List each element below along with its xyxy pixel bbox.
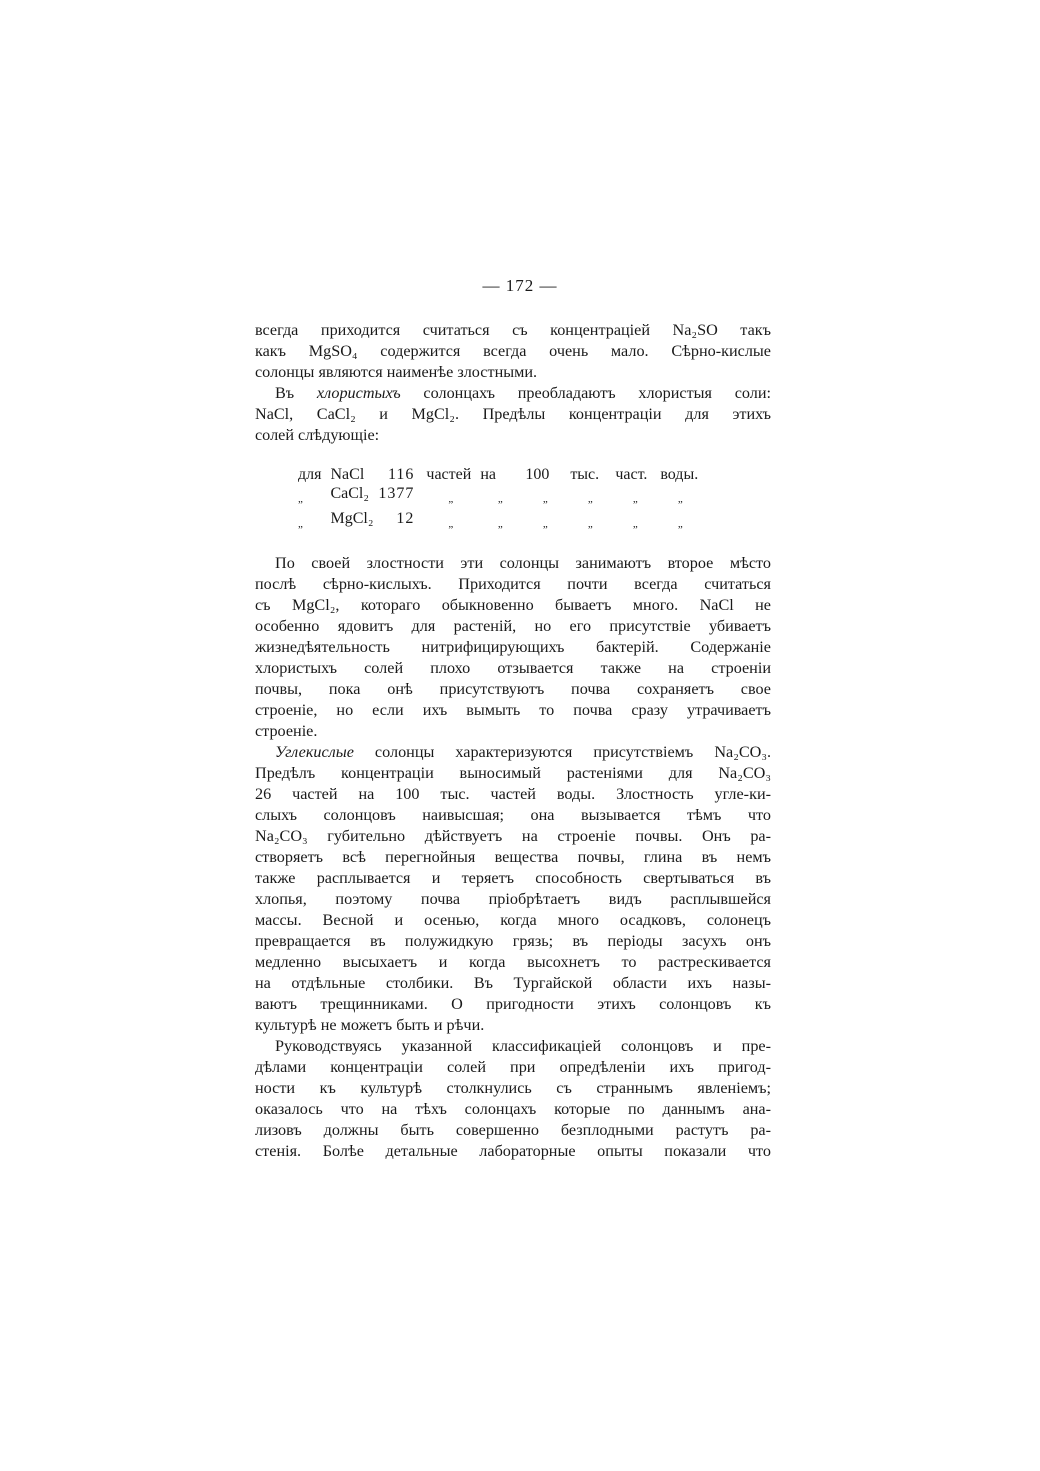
paragraph-line: Руководствуясь указанной классификаціей солонцовъ и пре- <box>275 1037 771 1055</box>
paragraph-line: солонцы являются наименѣе злостными. <box>255 363 538 381</box>
table-cell: воды. <box>660 466 699 483</box>
paragraph-line: какъ MgSO₄ содержится всегда очень мало. Сѣрно-кислые <box>255 342 771 360</box>
table-cell: на <box>480 466 496 483</box>
paragraph-line: на отдѣльные столбики. Въ Тургайской области ихъ назы- <box>255 974 771 992</box>
table-cell: „ <box>587 518 593 530</box>
paragraph-line <box>255 742 771 763</box>
paragraph-line: оказалось что на тѣхъ солонцахъ которые по даннымъ ана- <box>255 1100 771 1118</box>
paragraph-line: особенно ядовитъ для растеній, но его присутствіе убиваетъ <box>255 617 771 635</box>
paragraph-line: массы. Весной и осенью, когда много осадковъ, солонецъ <box>255 911 771 929</box>
paragraph-line: почвы, пока онѣ присутствуютъ почва сохраняетъ свое <box>255 680 771 698</box>
paragraph-line: ности къ культурѣ столкнулись съ страннымъ явленіемъ; <box>255 1079 771 1097</box>
salt-limits-table <box>298 465 705 534</box>
table-cell: „ <box>677 518 683 530</box>
paragraph-line: NaCl, CaCl₂ и MgCl₂. Предѣлы концентраціи для этихъ <box>255 405 771 423</box>
paragraph-lead: Въ <box>275 384 295 402</box>
italic-term: хлористыхъ <box>316 384 401 402</box>
paragraph-line: Предѣлъ концентраціи выносимый растеніями для Na₂CO₃ <box>255 764 771 782</box>
paragraph-line: всегда приходится считаться съ концентраціей Na₂SO такъ <box>255 321 771 339</box>
paragraph-line: лизовъ должны быть совершенно безплодными растутъ ра- <box>255 1121 771 1139</box>
paragraph-line: слыхъ солонцовъ наивысшая; она вызывается тѣмъ что <box>255 806 771 824</box>
paragraph-line: Na₂CO₃ губительно дѣйствуетъ на строеніе почвы. Онъ ра- <box>255 827 771 845</box>
paragraph-line: солей слѣдующіе: <box>255 426 380 444</box>
table-cell: „ <box>542 493 548 505</box>
table-cell: 1377 <box>378 485 415 502</box>
table-cell: „ <box>587 493 593 505</box>
paragraph-line: створяетъ всѣ перегнойныя вещества почвы, глина въ немъ <box>255 848 771 866</box>
paragraph-line: строеніе, но если ихъ вымыть то почва сразу утрачиваетъ <box>255 701 771 719</box>
paragraph-line <box>255 383 771 404</box>
paragraph-line: съ MgCl₂, котораго обыкновенно бываетъ много. NaCl не <box>255 596 771 614</box>
paragraph-line: превращается въ полужидкую грязь; въ періоды засухъ онъ <box>255 932 771 950</box>
table-cell: MgCl₂ <box>330 510 374 527</box>
table-cell: „ <box>542 518 548 530</box>
table-cell: „ <box>632 493 638 505</box>
table-cell: 12 <box>396 510 415 527</box>
paragraph-line: жизнедѣятельность нитрифицирующихъ бактерій. Содержаніе <box>255 638 771 656</box>
paragraph-line: дѣлами концентраціи солей при опредѣленіи ихъ пригод- <box>255 1058 771 1076</box>
table-cell: для <box>298 466 322 483</box>
table-cell: „ <box>298 518 303 530</box>
italic-term: Углекислые <box>275 743 354 761</box>
paragraph-line: стенія. Болѣе детальные лабораторные опыты показали что <box>255 1142 771 1160</box>
paragraph-line: хлопья, поэтому почва пріобрѣтаетъ видъ расплывшейся <box>255 890 771 908</box>
text-block-top <box>255 320 771 446</box>
table-cell: NaCl <box>330 466 365 483</box>
paragraph-line: строеніе. <box>255 722 318 740</box>
table-cell: „ <box>448 493 454 505</box>
paragraph-text: солонцахъ преобладаютъ хлористыя соли: <box>423 384 772 402</box>
paragraph-line: ваютъ трещинниками. О пригодности этихъ солонцовъ къ <box>255 995 771 1013</box>
table-cell: „ <box>632 518 638 530</box>
paragraph-line: По своей злостности эти солонцы занимаютъ второе мѣсто <box>275 554 771 572</box>
paragraph-line: послѣ сѣрно-кислыхъ. Приходится почти всегда считаться <box>255 575 771 593</box>
table-row <box>298 465 705 484</box>
text-block-main <box>255 553 771 1162</box>
table-cell: „ <box>497 493 503 505</box>
table-cell: CaCl₂ <box>330 485 369 502</box>
table-cell: тыс. <box>570 466 600 483</box>
paragraph-line: медленно высыхаетъ и когда высохнетъ то растрескивается <box>255 953 771 971</box>
paragraph-text: солонцы характеризуются присутствіемъ Na₂CO₃. <box>374 743 772 761</box>
page-number: — 172 — <box>482 276 558 295</box>
table-cell: „ <box>677 493 683 505</box>
paragraph-line: также расплывается и теряетъ способность свертываться въ <box>255 869 771 887</box>
table-cell: „ <box>298 493 303 505</box>
table-cell: частей <box>426 466 472 483</box>
paragraph-line: 26 частей на 100 тыс. частей воды. Злостность угле-ки- <box>255 785 771 803</box>
table-cell: 100 <box>525 466 550 483</box>
paragraph-line: культурѣ не можетъ быть и рѣчи. <box>255 1016 485 1034</box>
table-cell: част. <box>615 466 648 483</box>
table-cell: 116 <box>388 466 415 483</box>
table-cell: „ <box>497 518 503 530</box>
paragraph-line: хлористыхъ солей плохо отзывается также на строеніи <box>255 659 771 677</box>
table-cell: „ <box>448 518 454 530</box>
table-row <box>298 484 705 509</box>
table-row <box>298 509 705 534</box>
